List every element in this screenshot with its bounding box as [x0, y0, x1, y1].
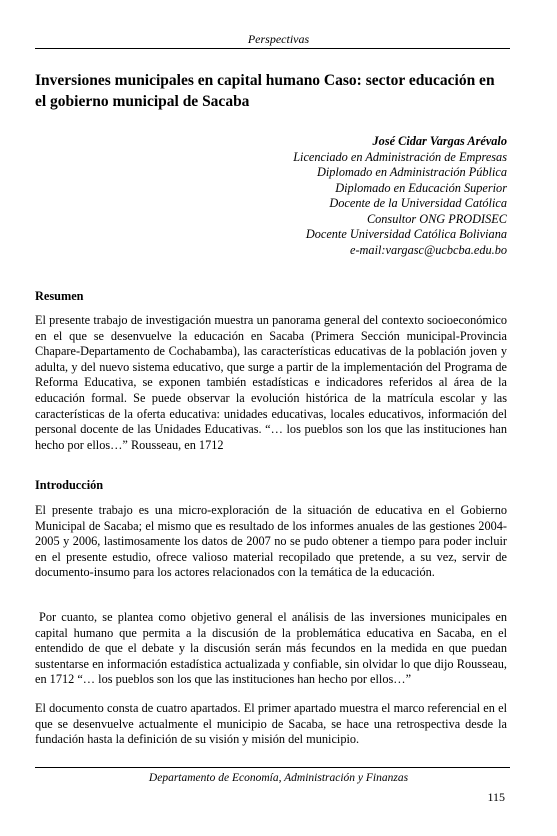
article-title: Inversiones municipales en capital humano Caso: sector educación en el gobierno municipal de Sacaba: [35, 72, 495, 110]
author-block: [293, 134, 507, 258]
introduction-paragraph: El presente trabajo es una micro-exploración de la situación de educativa en el Gobierno Municipal de Sacaba; el mismo que es resultado de los informes anuales de las gestiones 2004-2005 y 2006, lastimosamente los datos de 2007 no se pudo obtener a tiempo para poder incluir en el presente estudio, ofrece valioso material recopilado que pretende, a su vez, servir de documento-insumo para los actores relacionados con la temática de la educación.: [35, 503, 507, 580]
page-number: 115: [487, 790, 505, 804]
header-section-label: Perspectivas: [247, 32, 310, 46]
footer-rule: [35, 767, 510, 768]
introduction-heading: Introducción: [35, 478, 104, 492]
footer-department: Departamento de Economía, Administración y Finanzas: [148, 772, 409, 784]
author-credential: Consultor ONG PRODISEC: [366, 211, 507, 226]
introduction-paragraph: El documento consta de cuatro apartados. El primer apartado muestra el marco referencial en el que se desenvuelve actualmente el municipio de Sacaba, se hace una retrospectiva desde la fundación hasta la definición de su visión y misión del municipio.: [35, 701, 507, 747]
abstract-heading: Resumen: [35, 289, 84, 303]
author-email: e-mail:vargasc@ucbcba.edu.bo: [349, 242, 507, 257]
introduction-paragraph: Por cuanto, se plantea como objetivo general el análisis de las inversiones municipales en capital humano que permita a la discusión de la problemática educativa en Sacaba, en el entendido de que el debate y la discusión serán más fecundos en la medida en que puedan sustentarse en información estadística actualizada y confiable, sin olvidar lo que dijo Rousseau, en 1712 “… los pueblos son los que las instituciones han hecho por ellos…”: [35, 610, 507, 687]
author-credential: Licenciado en Administración de Empresas: [293, 149, 507, 164]
header-rule: [35, 48, 510, 49]
author-name: José Cidar Vargas Arévalo: [372, 134, 507, 148]
author-credential: Docente de la Universidad Católica: [329, 196, 507, 210]
author-credential: Diplomado en Educación Superior: [335, 180, 507, 195]
author-credential: Docente Universidad Católica Boliviana: [305, 227, 507, 241]
author-credential: Diplomado en Administración Pública: [316, 165, 507, 179]
abstract-text: El presente trabajo de investigación muestra un panorama general del contexto socioeconómico en el que se desenvuelve la educación en Sacaba (Primera Sección municipal-Provincia Chapare-Departamento de Cochabamba), las características educativas de la población joven y adulta, y del nuevo sistema educativo, que surge a partir de la implementación del Programa de Reforma Educativa, se exponen también estadísticas e indicadores referidos al área de la educación formal. Se puede observar la evolución histórica de la matrícula escolar y las características de la oferta educativa: unidades educativas, locales educativos, información del personal docente de las Unidades Educativas. “… los pueblos son los que las instituciones han hecho por ellos…” Rousseau, en 1712: [35, 313, 507, 452]
